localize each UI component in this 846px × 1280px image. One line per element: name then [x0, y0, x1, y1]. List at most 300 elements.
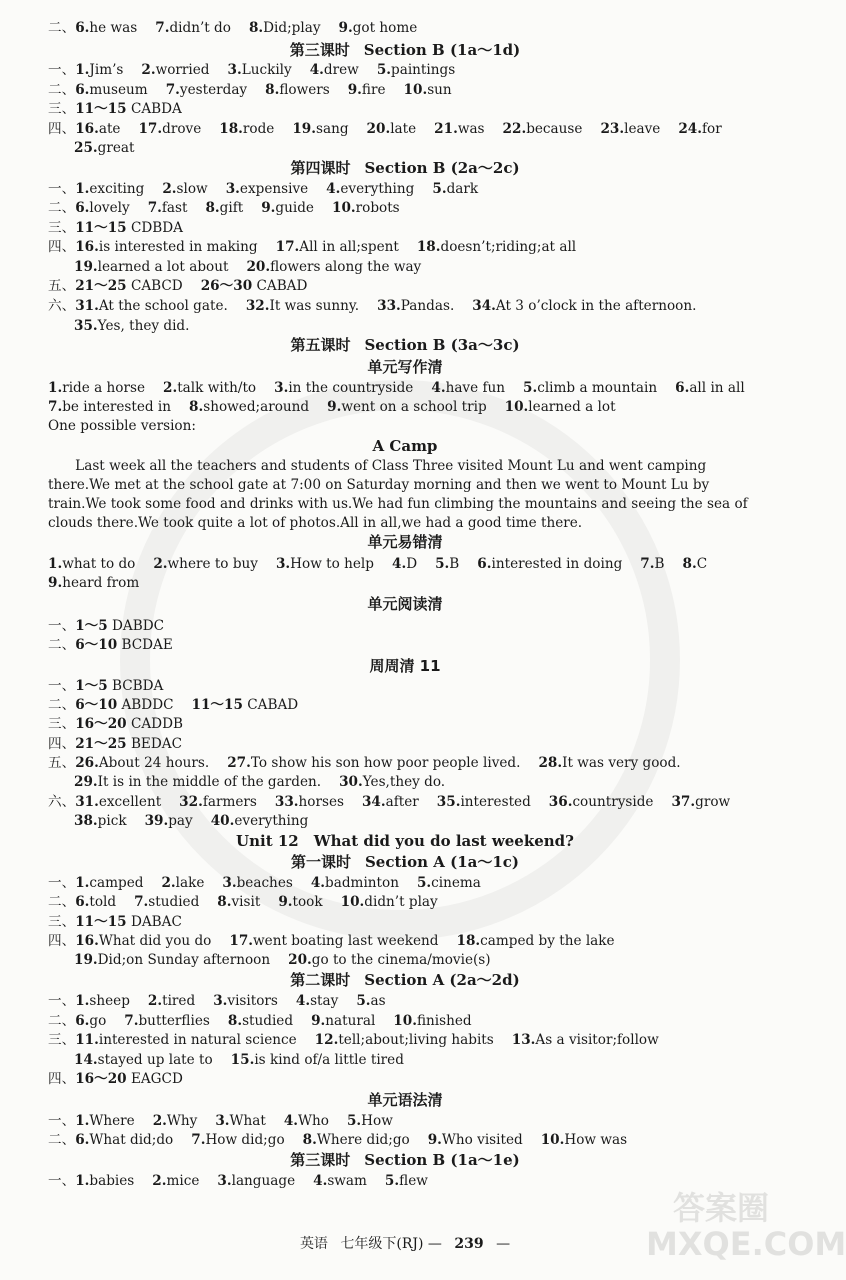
- question-number: 20.: [366, 121, 391, 137]
- section-heading-en: Section A (2a～2d): [364, 971, 520, 989]
- answer-text: Luckily: [241, 62, 292, 78]
- question-number: 7.: [191, 1132, 206, 1148]
- answer-text: Why: [166, 1113, 198, 1129]
- answer-text: drew: [323, 62, 359, 78]
- answer-text: Did;play: [263, 20, 321, 36]
- question-number: 7.: [124, 1013, 139, 1029]
- answer-line: [48, 81, 470, 99]
- answer-text: robots: [355, 200, 400, 216]
- question-number: 5.: [384, 1173, 400, 1189]
- question-number: 5.: [356, 993, 371, 1009]
- question-number: 15.: [230, 1052, 255, 1068]
- question-number: 19.: [74, 259, 98, 275]
- answer-item: [276, 555, 374, 573]
- answer-item: [675, 379, 745, 397]
- answer-item: [417, 238, 576, 256]
- answer-item: [75, 677, 163, 695]
- question-number: 7.: [48, 399, 63, 415]
- answer-text: Who: [298, 1113, 329, 1129]
- question-number: 5.: [346, 1113, 362, 1129]
- question-number: 5.: [435, 556, 450, 572]
- answer-text: How was: [564, 1132, 628, 1148]
- answer-text: learned a lot: [528, 399, 616, 415]
- answer-item: [145, 812, 193, 830]
- question-number: 37.: [671, 794, 696, 810]
- answer-text: All in all;spent: [299, 239, 399, 255]
- answer-text: B: [654, 556, 665, 572]
- question-number: 22.: [502, 121, 527, 137]
- section-heading-zh: 单元写作清: [367, 358, 443, 376]
- answer-text: all in all: [689, 380, 745, 396]
- section-heading: [0, 158, 810, 178]
- answer-item: [311, 1012, 375, 1030]
- part-marker: 四、: [48, 239, 76, 255]
- answer-item: [231, 1051, 404, 1069]
- answer-line: [48, 277, 325, 295]
- section-heading-en: Unit 12 What did you do last weekend?: [236, 832, 574, 850]
- question-number: 6.: [75, 82, 90, 98]
- answer-text: About 24 hours.: [98, 755, 210, 771]
- answer-text: yesterday: [179, 82, 248, 98]
- answer-line: [48, 1031, 677, 1049]
- answer-text: grow: [695, 794, 731, 810]
- part-marker: 三、: [48, 716, 76, 732]
- answer-item: [192, 696, 299, 714]
- question-number: 34.: [472, 298, 496, 314]
- answer-text: C: [696, 556, 708, 572]
- answer-text: language: [231, 1173, 296, 1189]
- section-heading-en: A Camp: [372, 437, 438, 455]
- section-heading-zh: 第二课时: [290, 971, 351, 989]
- answer-item: [341, 893, 438, 911]
- question-number: 6～10: [75, 697, 118, 713]
- question-number: 5.: [432, 181, 447, 197]
- answer-text: CADDB: [126, 716, 183, 732]
- answer-text: DABAC: [126, 914, 182, 930]
- answer-text: Pandas.: [400, 298, 455, 314]
- answer-text: Where: [89, 1113, 135, 1129]
- answer-line: [74, 258, 439, 276]
- answer-text: sang: [315, 121, 349, 137]
- footer-dash-right: —: [496, 1236, 511, 1252]
- answer-item: [153, 555, 258, 573]
- answer-item: [288, 951, 490, 969]
- question-number: 1.: [75, 1113, 90, 1129]
- answer-line: [48, 754, 699, 772]
- footer-dash-left: —: [427, 1236, 442, 1252]
- answer-item: [75, 696, 173, 714]
- section-heading: [0, 40, 810, 60]
- part-marker: 四、: [48, 1071, 76, 1087]
- question-number: 3.: [222, 875, 237, 891]
- answer-text: stay: [310, 993, 339, 1009]
- answer-item: [75, 180, 144, 198]
- question-number: 4.: [326, 181, 341, 197]
- question-number: 1.: [48, 380, 63, 396]
- section-heading-zh: 单元易错清: [367, 533, 443, 551]
- answer-text: pick: [97, 813, 127, 829]
- section-heading: [0, 357, 810, 377]
- answer-line: [48, 120, 740, 138]
- answer-item: [74, 773, 321, 791]
- question-number: 38.: [74, 813, 98, 829]
- question-number: 16.: [75, 933, 99, 949]
- answer-line: [48, 1112, 411, 1130]
- answer-text: CABDA: [126, 101, 182, 117]
- question-number: 20.: [288, 952, 312, 968]
- section-heading: [0, 436, 810, 456]
- part-marker: 一、: [48, 678, 76, 694]
- answer-item: [211, 812, 309, 830]
- question-number: 16.: [75, 121, 99, 137]
- question-number: 23.: [600, 121, 625, 137]
- answer-item: [222, 874, 292, 892]
- answer-text: pay: [168, 813, 193, 829]
- answer-text: slow: [176, 181, 208, 197]
- question-number: 6.: [75, 200, 90, 216]
- answer-text: Who visited: [441, 1132, 523, 1148]
- answer-text: told: [89, 894, 117, 910]
- answer-item: [228, 1012, 293, 1030]
- question-number: 9.: [261, 200, 276, 216]
- question-number: 19.: [74, 952, 98, 968]
- question-number: 31.: [75, 298, 99, 314]
- footer-grade: 七年级下(RJ): [340, 1236, 424, 1252]
- answer-text: cinema: [431, 875, 481, 891]
- answer-text: As a visitor;follow: [535, 1032, 659, 1048]
- question-number: 30.: [339, 774, 363, 790]
- answer-item: [48, 398, 171, 416]
- answer-text: At 3 o’clock in the afternoon.: [495, 298, 697, 314]
- answer-item: [152, 1172, 199, 1190]
- answer-line: [48, 893, 456, 911]
- answer-text: B: [449, 556, 460, 572]
- answer-item: [213, 992, 278, 1010]
- question-number: 10.: [393, 1013, 417, 1029]
- answer-item: [404, 81, 452, 99]
- answer-text: dark: [446, 181, 479, 197]
- answer-text: Where did;go: [316, 1132, 410, 1148]
- answer-item: [75, 992, 130, 1010]
- question-number: 11.: [75, 1032, 99, 1048]
- answer-line: [48, 574, 157, 592]
- section-heading-zh: 单元阅读清: [367, 595, 443, 613]
- answer-item: [432, 180, 478, 198]
- section-heading: [0, 1150, 810, 1170]
- question-number: 39.: [144, 813, 169, 829]
- answer-text: fast: [161, 200, 188, 216]
- question-number: 7.: [155, 20, 170, 36]
- answer-text: EAGCD: [126, 1071, 183, 1087]
- section-heading-en: Section B (1a～1e): [364, 1151, 520, 1169]
- part-marker: 二、: [48, 637, 76, 653]
- section-heading: [0, 594, 810, 614]
- question-number: 5.: [376, 62, 392, 78]
- answer-text: swam: [327, 1173, 367, 1189]
- answer-item: [356, 992, 385, 1010]
- answer-item: [75, 1070, 183, 1088]
- answer-item: [75, 913, 182, 931]
- answer-line: [48, 636, 191, 654]
- answer-item: [75, 754, 209, 772]
- part-marker: 一、: [48, 993, 76, 1009]
- answer-item: [148, 199, 188, 217]
- answer-text: ate: [98, 121, 121, 137]
- answer-text: took: [292, 894, 323, 910]
- answer-text: butterflies: [138, 1013, 210, 1029]
- answer-text: late: [390, 121, 417, 137]
- question-number: 1.: [48, 556, 63, 572]
- question-number: 17.: [138, 121, 163, 137]
- answer-text: tell;about;living habits: [338, 1032, 494, 1048]
- answer-text: because: [526, 121, 583, 137]
- answer-item: [74, 812, 127, 830]
- question-number: 1.: [75, 1173, 90, 1189]
- answer-item: [339, 19, 418, 37]
- question-number: 18.: [456, 933, 481, 949]
- question-number: 35.: [74, 318, 98, 334]
- answer-line: [48, 238, 594, 256]
- answer-item: [477, 555, 622, 573]
- answer-item: [217, 1172, 295, 1190]
- answer-item: [246, 297, 359, 315]
- question-number: 2.: [141, 62, 156, 78]
- answer-item: [682, 555, 707, 573]
- part-marker: 一、: [48, 875, 76, 891]
- answer-item: [75, 715, 183, 733]
- answer-item: [523, 379, 657, 397]
- part-marker: 二、: [48, 697, 76, 713]
- answer-item: [265, 81, 330, 99]
- question-number: 4.: [431, 380, 446, 396]
- answer-item: [48, 574, 139, 592]
- answer-item: [274, 379, 413, 397]
- answer-text: sun: [427, 82, 452, 98]
- question-number: 29.: [74, 774, 98, 790]
- answer-text: climb a mountain: [537, 380, 658, 396]
- question-number: 5.: [416, 875, 432, 891]
- answer-item: [74, 258, 228, 276]
- answer-item: [457, 932, 615, 950]
- question-number: 7.: [147, 200, 162, 216]
- answer-item: [75, 81, 148, 99]
- answer-text: showed;around: [203, 399, 310, 415]
- section-heading: [0, 656, 810, 676]
- section-heading-en: Section B (2a～2c): [364, 159, 520, 177]
- question-number: 18.: [416, 239, 441, 255]
- part-marker: 一、: [48, 181, 76, 197]
- answer-line: [48, 735, 200, 753]
- question-number: 11～15: [75, 101, 127, 117]
- answer-line: [48, 1172, 446, 1190]
- answer-item: [75, 1012, 106, 1030]
- section-heading: [0, 532, 810, 552]
- answer-text: expensive: [239, 181, 309, 197]
- answer-text: badminton: [325, 875, 399, 891]
- part-marker: 二、: [48, 82, 76, 98]
- answer-item: [74, 317, 189, 335]
- answer-item: [367, 120, 417, 138]
- answer-text: great: [97, 140, 135, 156]
- question-number: 8.: [189, 399, 204, 415]
- answer-text: lake: [175, 875, 205, 891]
- question-number: 9.: [338, 20, 353, 36]
- question-number: 4.: [283, 1113, 299, 1129]
- answer-line: [48, 913, 200, 931]
- answer-text: ABDDC: [117, 697, 174, 713]
- answer-item: [229, 932, 438, 950]
- answer-item: [153, 1112, 198, 1130]
- section-heading-zh: 第三课时: [290, 1151, 351, 1169]
- answer-item: [219, 120, 274, 138]
- question-number: 6.: [75, 1132, 90, 1148]
- answer-item: [327, 398, 487, 416]
- question-number: 3.: [225, 181, 240, 197]
- answer-item: [377, 61, 455, 79]
- answer-item: [246, 258, 421, 276]
- question-number: 1.: [75, 181, 90, 197]
- answer-item: [75, 874, 143, 892]
- answer-item: [75, 61, 123, 79]
- question-number: 6.: [675, 380, 690, 396]
- answer-item: [155, 19, 231, 37]
- question-number: 17.: [229, 933, 254, 949]
- answer-text: Jim’s: [89, 62, 124, 78]
- question-number: 9.: [327, 399, 342, 415]
- question-number: 12.: [314, 1032, 339, 1048]
- answer-item: [284, 1112, 329, 1130]
- part-marker: 三、: [48, 101, 76, 117]
- answer-text: CABAD: [252, 278, 308, 294]
- question-number: 3.: [275, 556, 291, 572]
- answer-text: finished: [416, 1013, 472, 1029]
- answer-line: [48, 398, 634, 416]
- section-heading-zh: 周周清 11: [369, 657, 441, 675]
- answer-text: after: [385, 794, 419, 810]
- answer-line: [48, 199, 418, 217]
- question-number: 8.: [217, 894, 232, 910]
- question-number: 4.: [313, 1173, 328, 1189]
- part-marker: 三、: [48, 1032, 76, 1048]
- answer-item: [339, 773, 445, 791]
- question-number: 27.: [227, 755, 251, 771]
- answer-item: [276, 238, 399, 256]
- question-number: 21.: [434, 121, 458, 137]
- answer-item: [362, 793, 419, 811]
- answer-item: [326, 180, 414, 198]
- question-number: 11～15: [75, 220, 127, 236]
- answer-item: [48, 555, 135, 573]
- part-marker: 二、: [48, 894, 76, 910]
- question-number: 8.: [227, 1013, 243, 1029]
- answer-text: horses: [298, 794, 344, 810]
- answer-item: [385, 1172, 428, 1190]
- question-number: 5.: [523, 380, 538, 396]
- answer-item: [435, 555, 459, 573]
- question-number: 24.: [678, 121, 702, 137]
- answer-line: [48, 297, 714, 315]
- answer-text: didn’t do: [169, 20, 231, 36]
- answer-text: Yes,they do.: [362, 774, 446, 790]
- answer-text: excellent: [98, 794, 162, 810]
- answer-item: [74, 139, 134, 157]
- section-heading: [0, 852, 810, 872]
- answer-item: [549, 793, 654, 811]
- answer-text: visit: [231, 894, 261, 910]
- question-number: 4.: [310, 875, 326, 891]
- section-heading-en: Section B (3a～3c): [364, 336, 520, 354]
- answer-text: tired: [162, 993, 196, 1009]
- answer-item: [75, 735, 182, 753]
- answer-item: [179, 793, 257, 811]
- part-marker: 六、: [48, 794, 76, 810]
- answer-item: [166, 81, 247, 99]
- section-heading: [0, 831, 810, 851]
- answer-text: rode: [242, 121, 275, 137]
- answer-item: [75, 893, 116, 911]
- answer-item: [640, 555, 664, 573]
- answer-text: in the countryside: [288, 380, 414, 396]
- question-number: 20.: [246, 259, 271, 275]
- answer-text: ride a horse: [62, 380, 146, 396]
- part-marker: 三、: [48, 220, 76, 236]
- answer-item: [434, 120, 484, 138]
- answer-text: beaches: [236, 875, 293, 891]
- answer-line: [48, 793, 748, 811]
- answer-item: [75, 1112, 135, 1130]
- question-number: 16.: [75, 239, 99, 255]
- answer-text: he was: [89, 20, 138, 36]
- question-number: 16～20: [75, 716, 127, 732]
- question-number: 8.: [248, 20, 264, 36]
- answer-text: Did;on Sunday afternoon: [97, 952, 271, 968]
- part-marker: 二、: [48, 20, 76, 36]
- question-number: 14.: [74, 1052, 98, 1068]
- answer-line: [48, 555, 725, 573]
- answer-text: CABCD: [126, 278, 183, 294]
- answer-text: lovely: [89, 200, 130, 216]
- answer-text: How did;go: [205, 1132, 285, 1148]
- question-number: 3.: [213, 993, 228, 1009]
- question-number: 3.: [215, 1113, 230, 1129]
- answer-item: [163, 379, 256, 397]
- answer-item: [538, 754, 680, 772]
- answer-item: [392, 555, 417, 573]
- answer-line: [48, 1012, 490, 1030]
- answer-item: [503, 120, 583, 138]
- answer-text: To show his son how poor people lived.: [250, 755, 521, 771]
- answer-text: leave: [624, 121, 661, 137]
- answer-line: [48, 696, 316, 714]
- question-number: 2.: [153, 556, 168, 572]
- section-heading: [0, 970, 810, 990]
- part-marker: 二、: [48, 1013, 76, 1029]
- answer-line: [48, 932, 633, 950]
- question-number: 28.: [538, 755, 563, 771]
- answer-text: everything: [340, 181, 415, 197]
- question-number: 8.: [682, 556, 697, 572]
- answer-line: [48, 100, 200, 118]
- answer-line: [48, 379, 763, 397]
- answer-item: [205, 199, 243, 217]
- question-number: 40.: [210, 813, 235, 829]
- question-number: 35.: [436, 794, 461, 810]
- section-heading-en: Section A (1a～1c): [364, 853, 520, 871]
- answer-text: drove: [162, 121, 202, 137]
- answer-text: doesn’t;riding;at all: [440, 239, 577, 255]
- part-marker: 一、: [48, 1173, 76, 1189]
- question-number: 9.: [427, 1132, 442, 1148]
